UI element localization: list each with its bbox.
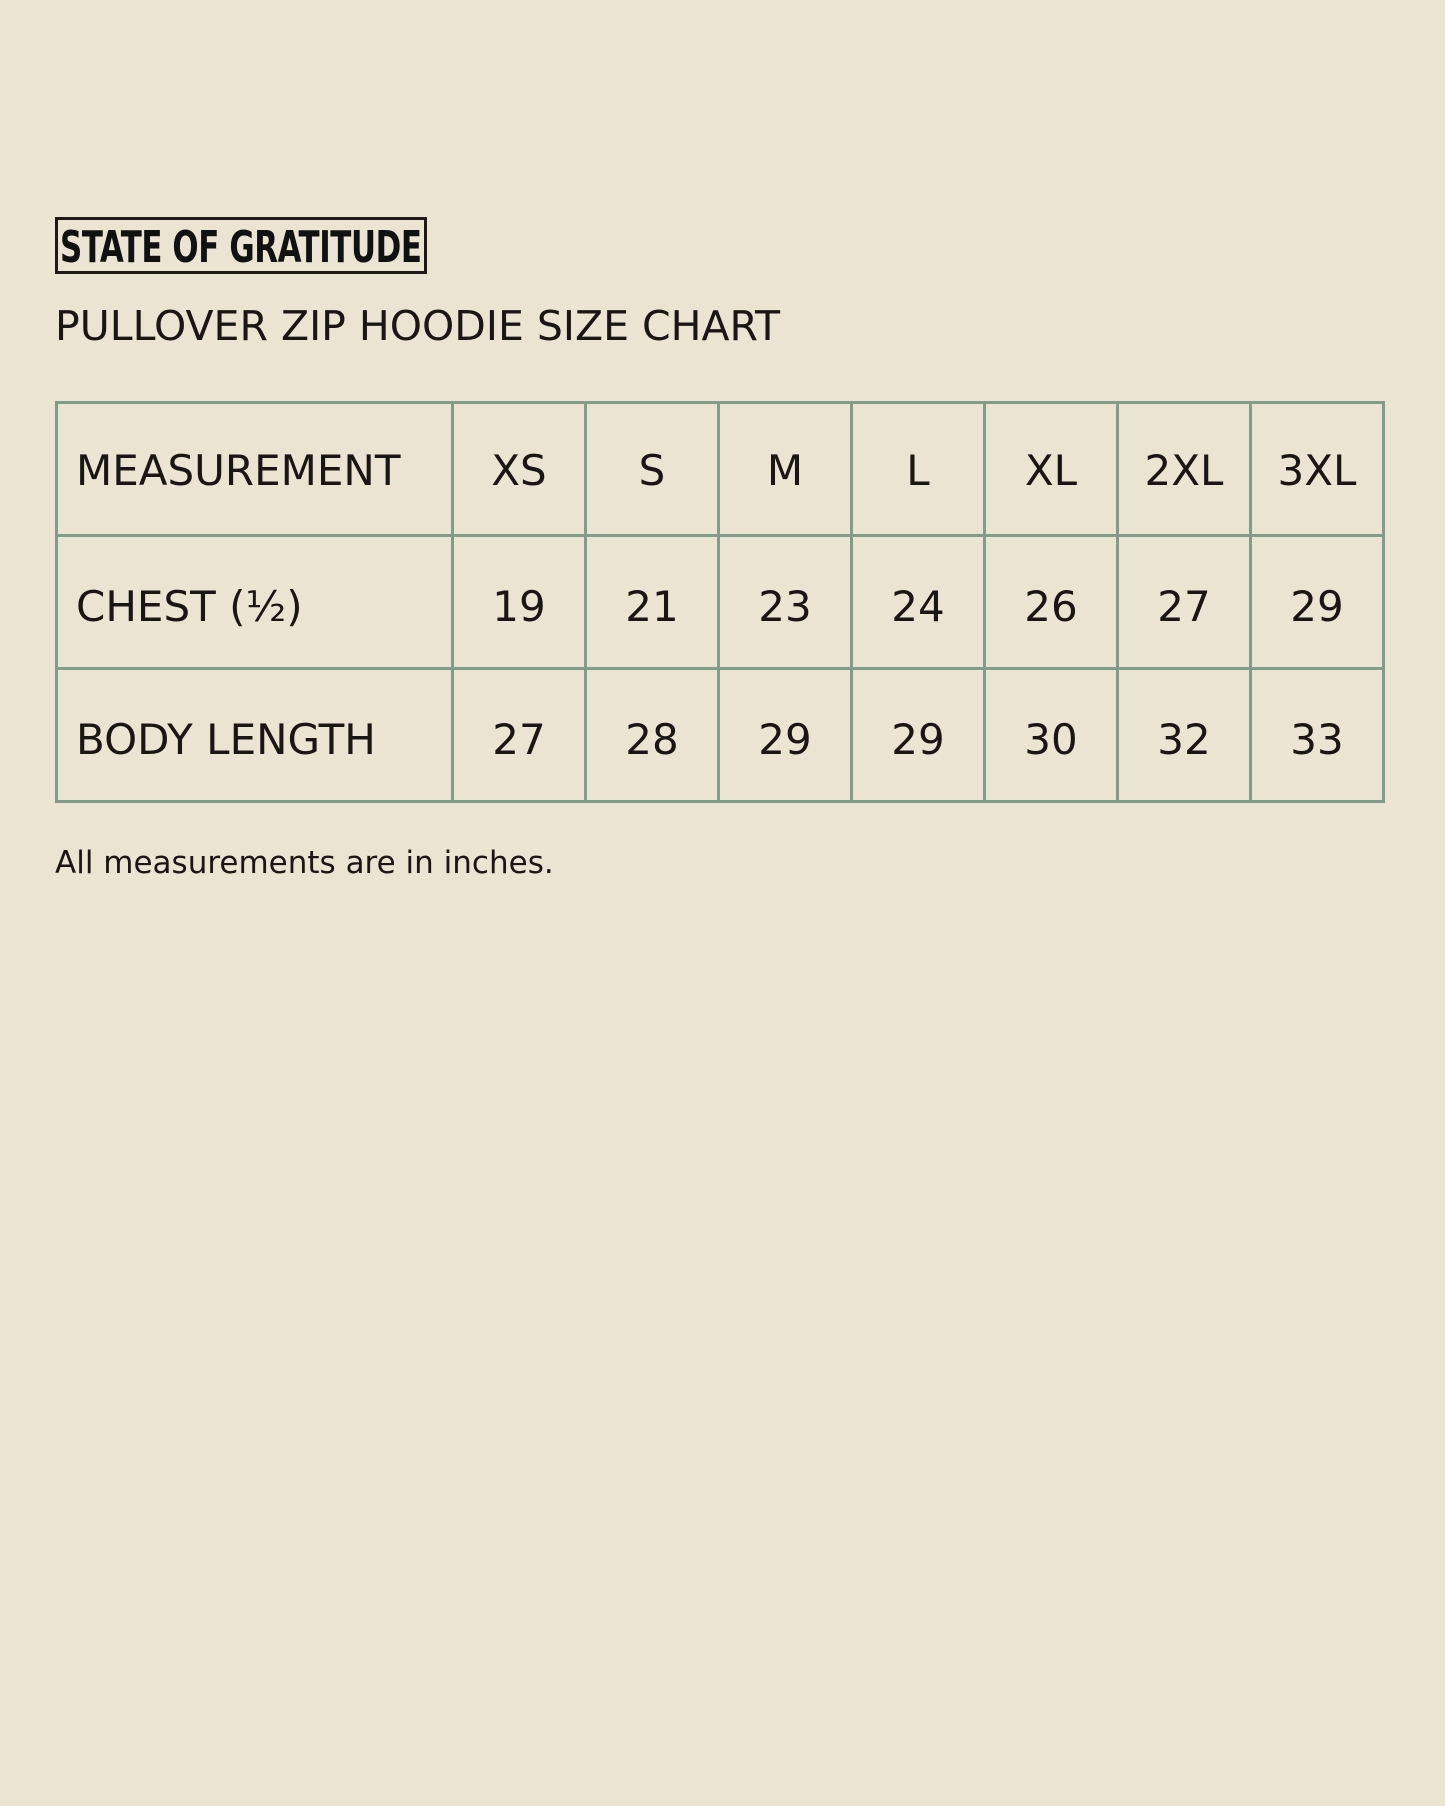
row-label-chest: CHEST (½) bbox=[58, 537, 454, 670]
header-size-m: M bbox=[720, 404, 853, 537]
header-size-xl: XL bbox=[986, 404, 1119, 537]
table-cell: 23 bbox=[720, 537, 853, 670]
table-cell: 21 bbox=[587, 537, 720, 670]
table-cell: 33 bbox=[1252, 670, 1385, 803]
brand-logo bbox=[55, 217, 427, 274]
table-row-body-length bbox=[58, 670, 1385, 803]
table-cell: 30 bbox=[986, 670, 1119, 803]
header-size-s: S bbox=[587, 404, 720, 537]
table-cell: 32 bbox=[1119, 670, 1252, 803]
header-label-cell: MEASUREMENT bbox=[58, 404, 454, 537]
table-cell: 19 bbox=[454, 537, 587, 670]
table-cell: 29 bbox=[1252, 537, 1385, 670]
header-size-3xl: 3XL bbox=[1252, 404, 1385, 537]
row-label-body-length: BODY LENGTH bbox=[58, 670, 454, 803]
brand-logo-text: STATE OF GRATITUDE bbox=[60, 221, 422, 273]
header-size-l: L bbox=[853, 404, 986, 537]
table-row-chest bbox=[58, 537, 1385, 670]
table-cell: 26 bbox=[986, 537, 1119, 670]
header-size-xs: XS bbox=[454, 404, 587, 537]
size-table bbox=[55, 401, 1385, 803]
header-size-2xl: 2XL bbox=[1119, 404, 1252, 537]
page-title: PULLOVER ZIP HOODIE SIZE CHART bbox=[55, 302, 781, 350]
table-cell: 29 bbox=[720, 670, 853, 803]
table-cell: 27 bbox=[454, 670, 587, 803]
table-cell: 24 bbox=[853, 537, 986, 670]
table-cell: 27 bbox=[1119, 537, 1252, 670]
table-cell: 29 bbox=[853, 670, 986, 803]
measurement-note: All measurements are in inches. bbox=[55, 845, 554, 881]
table-cell: 28 bbox=[587, 670, 720, 803]
table-header-row bbox=[58, 404, 1385, 537]
